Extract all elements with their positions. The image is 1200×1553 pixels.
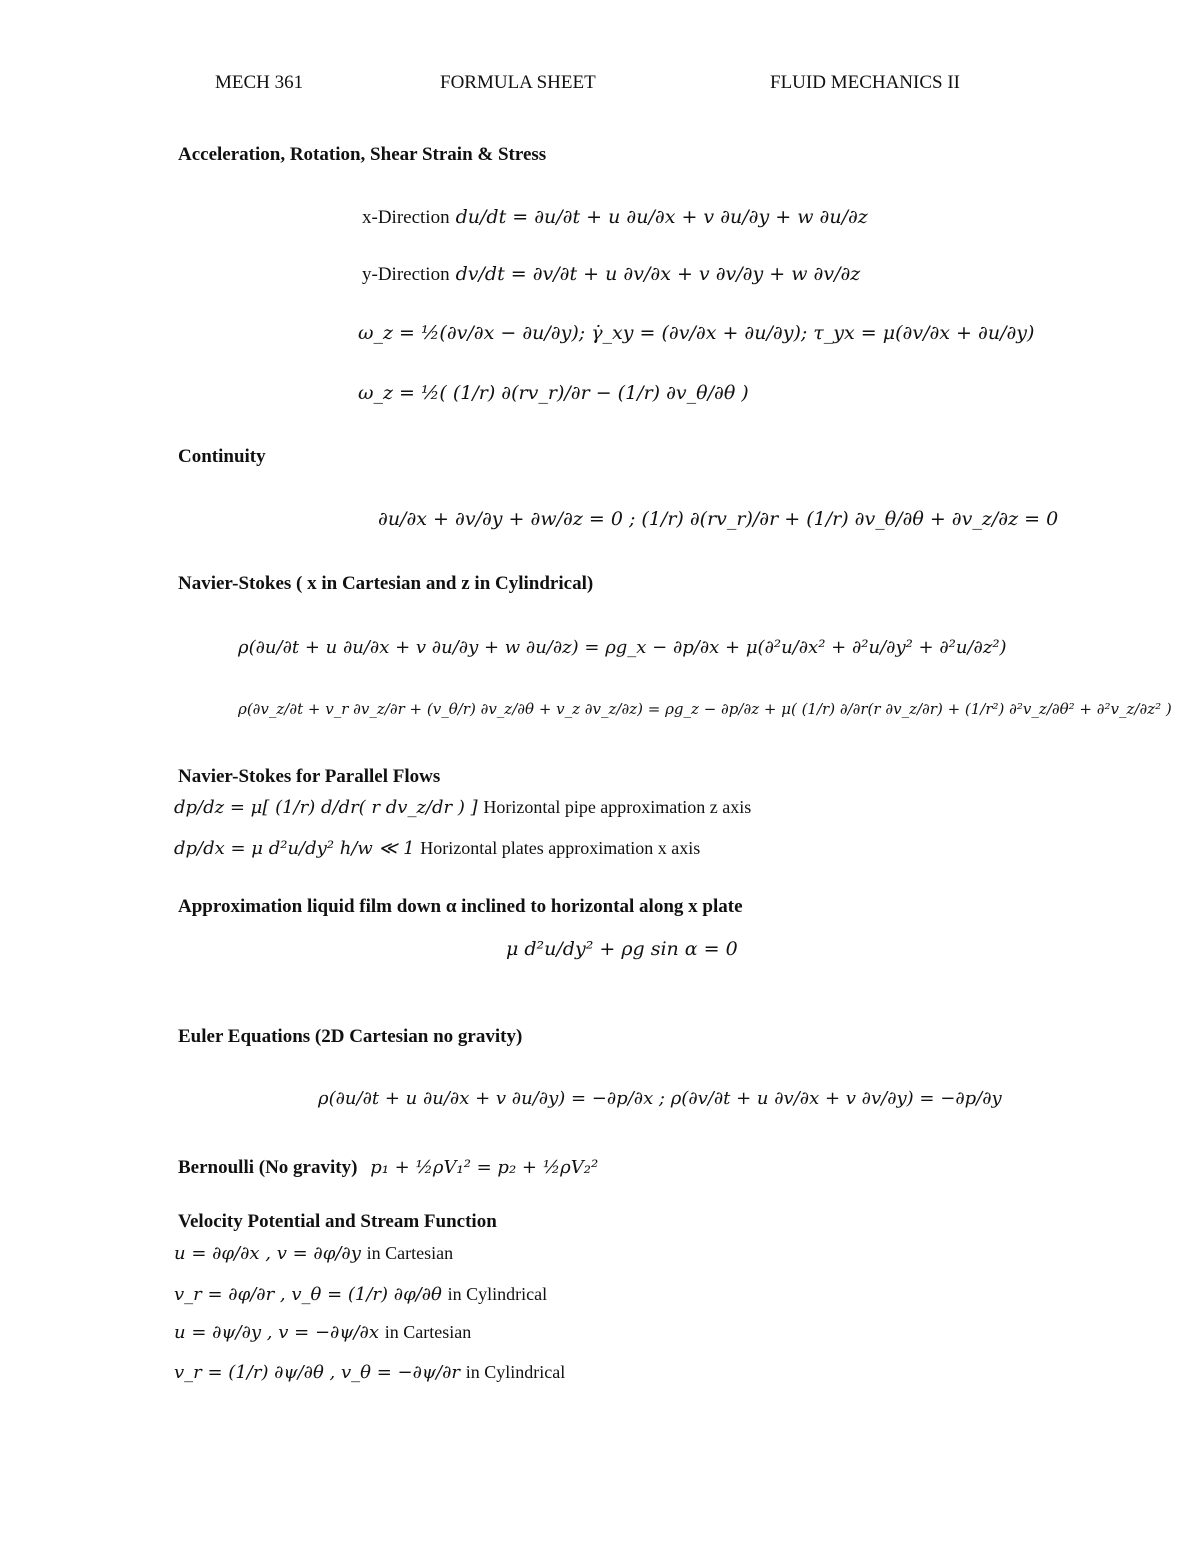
y-direction-label: y-Direction — [362, 264, 450, 285]
potential-line-4 — [174, 1362, 565, 1383]
equation-x-direction — [362, 206, 868, 229]
equation-euler: ρ(∂u/∂t + u ∂u/∂x + v ∂u/∂y) = −∂p/∂x ; ρ(∂v/∂t + u ∂v/∂x + v ∂v/∂y) = −∂p/∂y — [318, 1088, 1002, 1109]
equation-vorticity-cartesian: ω_z = ½(∂v/∂x − ∂u/∂y); γ̇_xy = (∂v/∂x + ∂u/∂y); τ_yx = μ(∂v/∂x + ∂u/∂y) — [358, 322, 1035, 344]
potential-line-2 — [174, 1284, 547, 1305]
potential-text-3: in Cartesian — [384, 1322, 472, 1342]
potential-text-4: in Cylindrical — [465, 1362, 566, 1382]
equation-y-direction — [362, 263, 860, 286]
bernoulli-formula: p₁ + ½ρV₁² = p₂ + ½ρV₂² — [370, 1157, 599, 1178]
equation-vorticity-cylindrical: ω_z = ½( (1/r) ∂(rv_r)/∂r − (1/r) ∂v_θ/∂θ ) — [358, 382, 749, 404]
potential-line-3 — [174, 1322, 471, 1343]
plate-formula: dp/dx = μ d²u/dy² h/w ≪ 1 — [174, 838, 415, 859]
section-heading-parallel-flows: Navier-Stokes for Parallel Flows — [178, 766, 441, 787]
potential-text-2: in Cylindrical — [447, 1284, 548, 1304]
equation-navier-stokes-cartesian: ρ(∂u/∂t + u ∂u/∂x + v ∂u/∂y + w ∂u/∂z) = ρg_x − ∂p/∂x + μ(∂²u/∂x² + ∂²u/∂y² + ∂²u/∂z²) — [238, 637, 1007, 658]
section-heading-navier-stokes: Navier-Stokes ( x in Cartesian and z in Cylindrical) — [178, 573, 594, 594]
equation-navier-stokes-cylindrical: ρ(∂v_z/∂t + v_r ∂v_z/∂r + (v_θ/r) ∂v_z/∂θ + v_z ∂v_z/∂z) = ρg_z − ∂p/∂z + μ( (1/r) ∂/∂r(r ∂v_z/∂r) + (1/r²) ∂²v_z/∂θ² + ∂²v_z/∂z² ) — [238, 700, 1172, 718]
potential-formula-1: u = ∂φ/∂x , v = ∂φ/∂y — [174, 1243, 361, 1264]
equation-plate-approximation — [174, 838, 700, 859]
equation-liquid-film: μ d²u/dy² + ρg sin α = 0 — [506, 938, 738, 960]
potential-text-1: in Cartesian — [366, 1243, 454, 1263]
equation-pipe-approximation — [174, 797, 751, 818]
bernoulli-heading: Bernoulli (No gravity) — [178, 1157, 358, 1178]
pipe-formula: dp/dz = μ[ (1/r) d/dr( r dv_z/dr ) ] — [174, 797, 478, 818]
potential-formula-3: u = ∂ψ/∂y , v = −∂ψ/∂x — [174, 1322, 379, 1343]
header-title: FORMULA SHEET — [440, 72, 596, 93]
section-heading-euler: Euler Equations (2D Cartesian no gravity) — [178, 1026, 523, 1047]
x-direction-formula: du/dt = ∂u/∂t + u ∂u/∂x + v ∂u/∂y + w ∂u/∂z — [455, 206, 868, 228]
header-subject: FLUID MECHANICS II — [770, 72, 960, 93]
y-direction-formula: dv/dt = ∂v/∂t + u ∂v/∂x + v ∂v/∂y + w ∂v/∂z — [455, 263, 861, 285]
header-course: MECH 361 — [215, 72, 304, 93]
equation-continuity: ∂u/∂x + ∂v/∂y + ∂w/∂z = 0 ; (1/r) ∂(rv_r)/∂r + (1/r) ∂v_θ/∂θ + ∂v_z/∂z = 0 — [378, 508, 1059, 530]
x-direction-label: x-Direction — [362, 207, 450, 228]
potential-formula-2: v_r = ∂φ/∂r , v_θ = (1/r) ∂φ/∂θ — [174, 1284, 442, 1305]
section-heading-continuity: Continuity — [178, 446, 266, 467]
plate-description: Horizontal plates approximation x axis — [420, 838, 701, 858]
section-heading-liquid-film: Approximation liquid film down α inclined to horizontal along x plate — [178, 896, 743, 917]
section-bernoulli — [178, 1157, 598, 1179]
potential-line-1 — [174, 1243, 453, 1264]
section-heading-potential: Velocity Potential and Stream Function — [178, 1211, 497, 1232]
section-heading-acceleration: Acceleration, Rotation, Shear Strain & Stress — [178, 144, 547, 165]
pipe-description: Horizontal pipe approximation z axis — [483, 797, 752, 817]
potential-formula-4: v_r = (1/r) ∂ψ/∂θ , v_θ = −∂ψ/∂r — [174, 1362, 460, 1383]
